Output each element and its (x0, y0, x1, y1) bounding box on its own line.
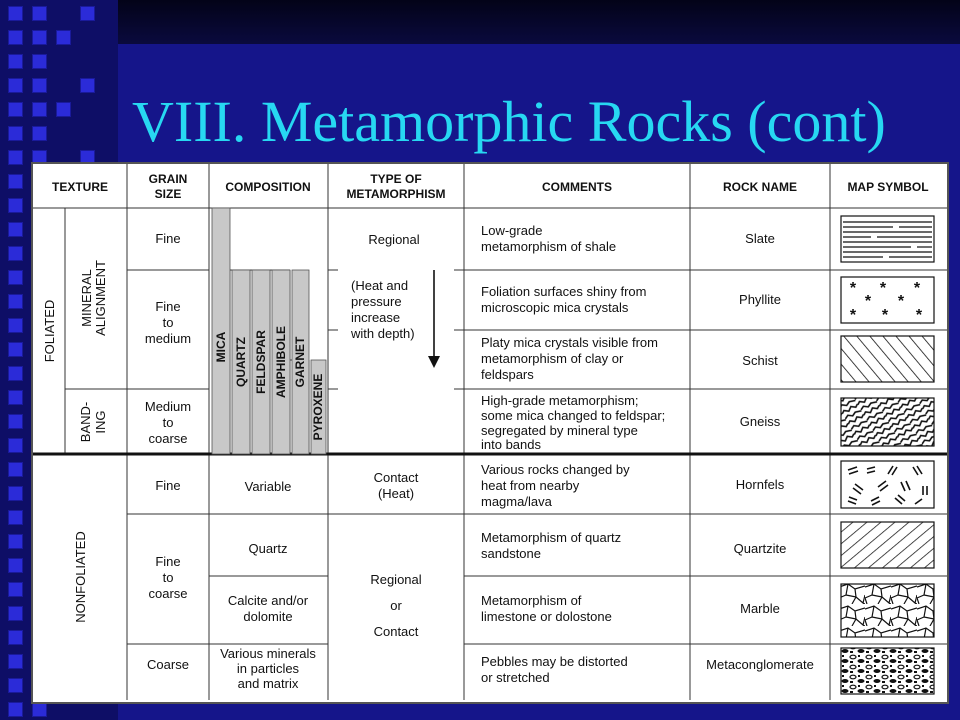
svg-text:*: * (881, 307, 889, 324)
decorative-square (8, 654, 23, 669)
composition-various-3: and matrix (237, 676, 299, 691)
header-map-symbol: MAP SYMBOL (847, 180, 929, 194)
composition-variable: Variable (244, 479, 292, 494)
mineral-quartz: QUARTZ (234, 337, 248, 387)
grain-nf-fine: Fine (155, 478, 181, 493)
header-type-line1: TYPE OF (370, 172, 422, 186)
rock-metaconglomerate: Metaconglomerate (706, 657, 814, 672)
decorative-square (8, 150, 23, 165)
mineral-feldspar: FELDSPAR (254, 330, 268, 394)
decorative-square (8, 462, 23, 477)
decorative-square (8, 270, 23, 285)
decorative-square (8, 102, 23, 117)
grain-medium-coarse-1: Medium (144, 399, 192, 414)
gneiss-comment-4: into bands (481, 437, 541, 452)
texture-mineral-alignment-line1: MINERAL (79, 269, 94, 327)
symbol-schist (841, 336, 934, 382)
marble-comment-1: Metamorphism of (481, 593, 582, 608)
decorative-square (32, 102, 47, 117)
composition-various-1: Various minerals (220, 646, 316, 661)
decorative-square (8, 174, 23, 189)
slate-comment-2: metamorphism of shale (481, 239, 617, 254)
metaconglomerate-comment-2: or stretched (481, 670, 550, 685)
depth-arrow (428, 270, 440, 368)
nonfoliated-row-quartzite (481, 530, 786, 561)
composition-various-2: in particles (236, 661, 300, 676)
grain-medium-coarse-2: to (162, 415, 174, 430)
decorative-square (8, 198, 23, 213)
slate-comment-1: Low-grade (481, 223, 543, 238)
type-regional-or-contact-1: Regional (370, 572, 422, 587)
header-grain-size-line1: GRAIN (148, 172, 188, 186)
schist-comment-3: feldspars (481, 367, 534, 382)
nonfoliated-row-marble (481, 593, 780, 624)
phyllite-comment-1: Foliation surfaces shiny from (481, 284, 647, 299)
type-regional-or-contact-3: Contact (373, 624, 419, 639)
quartzite-comment-2: sandstone (481, 546, 541, 561)
hornfels-comment-2: heat from nearby (481, 478, 580, 493)
top-band (0, 0, 960, 44)
mineral-pyroxene: PYROXENE (311, 373, 325, 441)
type-contact-heat: (Heat) (377, 486, 415, 501)
decorative-square (80, 78, 95, 93)
grain-medium-coarse-3: coarse (148, 431, 188, 446)
decorative-square (8, 582, 23, 597)
phyllite-comment-2: microscopic mica crystals (481, 300, 629, 315)
decorative-square (8, 630, 23, 645)
mineral-amphibole: AMPHIBOLE (274, 326, 288, 398)
nonfoliated-row-metaconglomerate (481, 654, 814, 685)
header-rock-name: ROCK NAME (723, 180, 797, 194)
decorative-square (8, 414, 23, 429)
composition-calcite-2: dolomite (243, 609, 293, 624)
decorative-square (8, 222, 23, 237)
texture-banding-line2: ING (93, 410, 108, 434)
decorative-square (8, 390, 23, 405)
type-note-1: (Heat and (351, 278, 409, 293)
decorative-square (8, 294, 23, 309)
decorative-square (80, 6, 95, 21)
decorative-square (32, 78, 47, 93)
foliated-row-gneiss (481, 393, 781, 452)
marble-comment-2: limestone or dolostone (481, 609, 612, 624)
symbol-metaconglomerate (841, 648, 934, 694)
rock-slate: Slate (745, 231, 775, 246)
foliated-row-phyllite (481, 284, 781, 315)
metaconglomerate-comment-1: Pebbles may be distorted (481, 654, 628, 669)
type-regional: Regional (368, 232, 420, 247)
grain-fine-medium-3: medium (144, 331, 192, 346)
texture-foliated: FOLIATED (42, 299, 57, 363)
gneiss-comment-3: segregated by mineral type (481, 423, 638, 438)
svg-text:*: * (897, 293, 905, 310)
mineral-mica: MICA (214, 331, 228, 363)
decorative-square (8, 78, 23, 93)
rock-quartzite: Quartzite (733, 541, 787, 556)
decorative-square (32, 30, 47, 45)
symbol-slate (841, 216, 934, 262)
grain-fine-medium-1: Fine (155, 299, 181, 314)
type-note-4: with depth) (351, 326, 415, 341)
decorative-square (56, 30, 71, 45)
composition-quartz: Quartz (248, 541, 288, 556)
header-grain-size-line2: SIZE (154, 187, 182, 201)
decorative-square (8, 606, 23, 621)
header-texture: TEXTURE (51, 180, 109, 194)
gneiss-comment-2: some mica changed to feldspar; (481, 408, 666, 423)
decorative-square (8, 30, 23, 45)
rock-phyllite: Phyllite (739, 292, 781, 307)
decorative-square (8, 126, 23, 141)
decorative-square (8, 486, 23, 501)
nonfoliated-row-hornfels (481, 462, 785, 509)
decorative-square (32, 6, 47, 21)
schist-comment-2: metamorphism of clay or (481, 351, 624, 366)
type-note-3: increase (351, 310, 401, 325)
hornfels-comment-3: magma/lava (481, 494, 552, 509)
foliated-row-slate (481, 223, 775, 254)
type-contact: Contact (373, 470, 419, 485)
symbol-hornfels (841, 461, 934, 508)
symbol-phyllite (841, 277, 934, 324)
mineral-presence-bars (212, 208, 326, 454)
grain-fine: Fine (155, 231, 181, 246)
decorative-square (8, 678, 23, 693)
rock-schist: Schist (742, 353, 778, 368)
texture-mineral-alignment-line2: ALIGNMENT (93, 260, 108, 336)
decorative-square (8, 438, 23, 453)
grain-nf-coarse: Coarse (147, 657, 189, 672)
texture-nonfoliated: NONFOLIATED (73, 531, 88, 623)
decorative-square (8, 342, 23, 357)
rock-marble: Marble (740, 601, 780, 616)
type-note-2: pressure (351, 294, 402, 309)
svg-text:*: * (913, 280, 921, 297)
metamorphic-rocks-table (31, 162, 949, 704)
composition-calcite-1: Calcite and/or (227, 593, 309, 608)
slide-title: VIII. Metamorphic Rocks (cont) (132, 89, 886, 154)
grain-nf-fine-coarse-1: Fine (155, 554, 181, 569)
decorative-square (8, 558, 23, 573)
mineral-garnet: GARNET (293, 336, 307, 388)
decorative-square (8, 702, 23, 717)
foliated-row-schist (481, 335, 778, 382)
svg-text:*: * (915, 307, 923, 324)
svg-text:*: * (879, 280, 887, 297)
symbol-quartzite (841, 522, 934, 568)
header-type-line2: METAMORPHISM (346, 187, 446, 201)
grain-nf-fine-coarse-2: to (162, 570, 174, 585)
decorative-square (56, 102, 71, 117)
quartzite-comment-1: Metamorphism of quartz (481, 530, 622, 545)
decorative-square (8, 246, 23, 261)
decorative-square (8, 510, 23, 525)
type-regional-or-contact-2: or (390, 598, 402, 613)
rock-hornfels: Hornfels (735, 477, 785, 492)
decorative-square (32, 54, 47, 69)
symbol-marble (841, 584, 934, 637)
rock-gneiss: Gneiss (739, 414, 781, 429)
header-comments: COMMENTS (542, 180, 612, 194)
symbol-gneiss (841, 398, 934, 446)
hornfels-comment-1: Various rocks changed by (481, 462, 630, 477)
schist-comment-1: Platy mica crystals visible from (481, 335, 658, 350)
svg-text:*: * (849, 307, 857, 324)
gneiss-comment-1: High-grade metamorphism; (481, 393, 639, 408)
header-composition: COMPOSITION (225, 180, 311, 194)
svg-text:*: * (849, 280, 857, 297)
decorative-square (8, 54, 23, 69)
texture-banding-line1: BAND- (78, 401, 93, 443)
decorative-square (8, 318, 23, 333)
grain-nf-fine-coarse-3: coarse (148, 586, 188, 601)
grain-fine-medium-2: to (162, 315, 174, 330)
decorative-square (8, 534, 23, 549)
decorative-square (8, 6, 23, 21)
decorative-square (32, 126, 47, 141)
svg-text:*: * (864, 293, 872, 310)
decorative-square (8, 366, 23, 381)
